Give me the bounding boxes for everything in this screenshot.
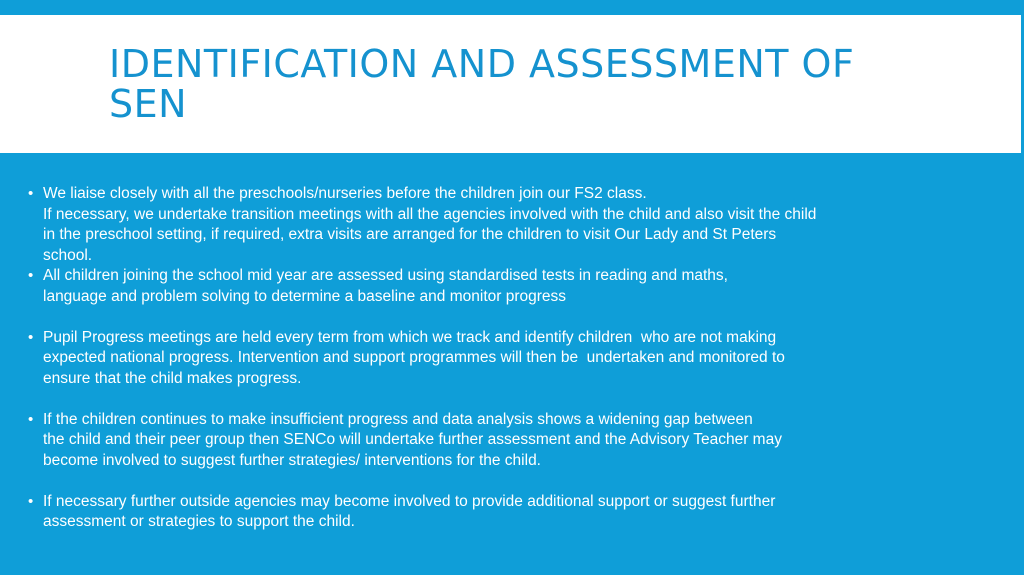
bullet-text-line: expected national progress. Intervention and support programmes will then be undertaken and monitored to [43, 349, 785, 366]
bullet-marker: • [28, 410, 34, 428]
bullet-marker: • [28, 328, 34, 346]
top-accent-band [0, 0, 1024, 15]
slide-title: IDENTIFICATION AND ASSESSMENT OF SEN [109, 42, 855, 126]
bullet-text-line: become involved to suggest further strategies/ interventions for the child. [43, 451, 541, 469]
bullet-text-line: All children joining the school mid year are assessed using standardised tests in reading and maths, [43, 267, 728, 284]
bullet-item [28, 410, 908, 472]
bullet-text-line: If the children continues to make insufficient progress and data analysis shows a widening gap between [43, 410, 753, 428]
paragraph-gap [28, 471, 908, 492]
bullet-text-line: We liaise closely with all the preschools/nurseries before the children join our FS2 class. [43, 185, 647, 202]
bullet-text-line: assessment or strategies to support the child. [43, 513, 355, 530]
bullet-item [28, 492, 908, 533]
bullet-text-line: Pupil Progress meetings are held every term from which we track and identify children who are not making [43, 328, 777, 346]
bullet-item [28, 266, 908, 307]
bullet-marker: • [28, 492, 34, 510]
bullet-text-line: ensure that the child makes progress. [43, 369, 302, 387]
bullet-list [28, 184, 908, 533]
paragraph-gap [28, 307, 908, 328]
bullet-item [28, 328, 908, 390]
bullet-text-line: If necessary further outside agencies may become involved to provide additional support or suggest further [43, 492, 776, 510]
bullet-text-line: the child and their peer group then SENCo will undertake further assessment and the Advisory Teacher may [43, 431, 782, 448]
bullet-text-line: If necessary, we undertake transition meetings with all the agencies involved with the child and also visit the child [43, 205, 817, 223]
bullet-marker: • [28, 267, 34, 284]
paragraph-gap [28, 389, 908, 410]
bullet-item [28, 184, 908, 266]
bullet-text-line: school. [43, 246, 93, 264]
bullet-marker: • [28, 185, 34, 202]
bullet-text-line: in the preschool setting, if required, extra visits are arranged for the children to visit Our Lady and St Peters [43, 226, 777, 243]
bullet-text-line: language and problem solving to determine a baseline and monitor progress [43, 287, 567, 305]
